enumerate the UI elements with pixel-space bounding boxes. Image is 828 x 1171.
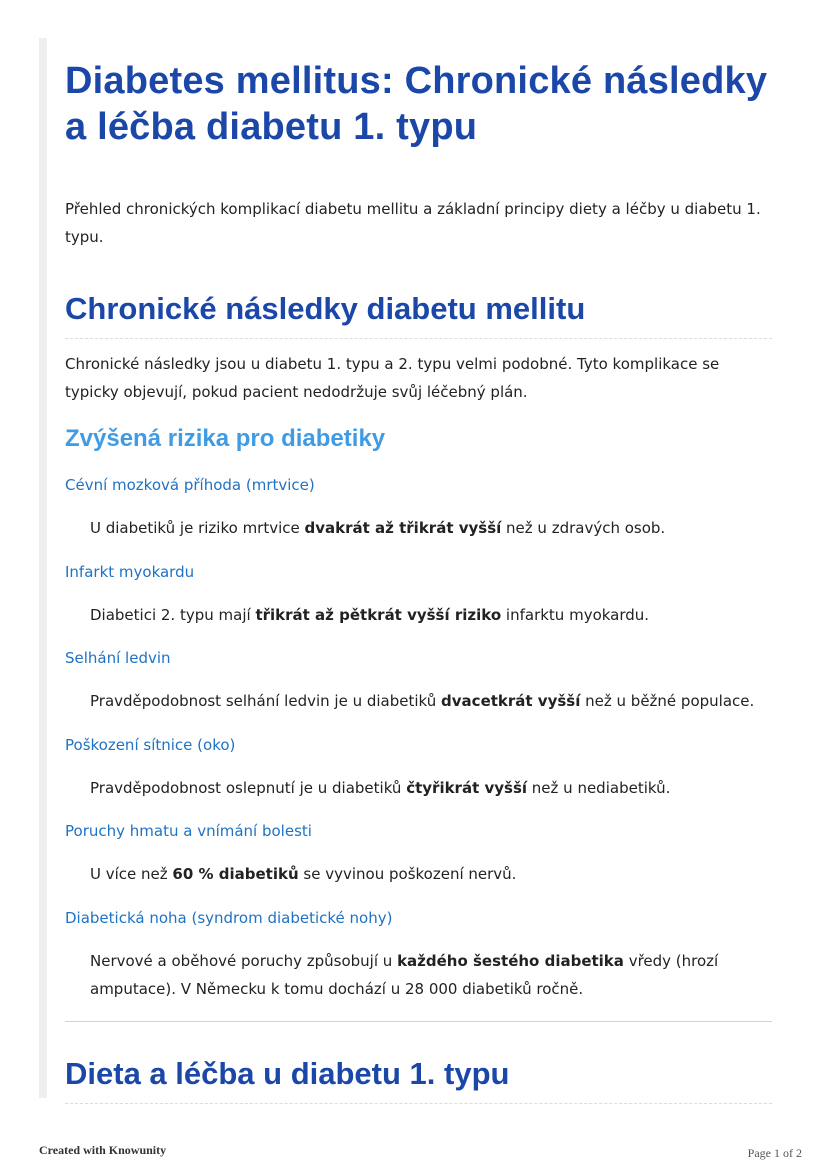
risk-list [65, 474, 772, 998]
footer-page-number: Page 1 of 2 [747, 1146, 802, 1160]
risk-item-sensory-disorders [65, 820, 772, 907]
risk-title: Diabetická noha (syndrom diabetické nohy) [65, 908, 393, 927]
risk-description: Pravděpodobnost selhání ledvin je u diabetiků dvacetkrát vyšší než u běžné populace. [90, 692, 755, 711]
footer-created-with: Created with Knowunity [39, 1143, 167, 1157]
risk-title: Infarkt myokardu [65, 562, 195, 581]
risk-description: U více než 60 % diabetiků se vyvinou poškození nervů. [90, 865, 517, 884]
risk-description: Diabetici 2. typu mají třikrát až pětkrát vyšší riziko infarktu myokardu. [90, 605, 650, 624]
risk-description: Pravděpodobnost oslepnutí je u diabetiků čtyřikrát vyšší než u nediabetiků. [90, 778, 671, 797]
risk-item-myocardial-infarction [65, 561, 772, 648]
risk-description: U diabetiků je riziko mrtvice dvakrát až třikrát vyšší než u zdravých osob. [90, 519, 666, 537]
risk-description: Nervové a oběhové poruchy způsobují u každého šestého diabetika vředy (hrozí amputace). V Německu k tomu dochází u 28 000 diabetiků ročně. [90, 951, 719, 998]
section-lead-paragraph: Chronické následky jsou u diabetu 1. typu a 2. typu velmi podobné. Tyto komplikace se typicky objevují, pokud pacient nedodržuje svůj léčebný plán. [65, 355, 720, 401]
section-heading-diet-treatment: Dieta a léčba u diabetu 1. typu [65, 1055, 772, 1104]
subheading-increased-risks: Zvýšená rizika pro diabetiky [65, 425, 386, 452]
section-heading-chronic-consequences: Chronické následky diabetu mellitu [65, 290, 772, 339]
page-title: Diabetes mellitus: Chronické následky a léčba diabetu 1. typu [65, 60, 768, 148]
risk-title: Selhání ledvin [65, 649, 171, 668]
intro-paragraph: Přehled chronických komplikací diabetu mellitu a základní principy diety a léčby u diabetu 1. typu. [65, 200, 761, 246]
risk-item-diabetic-foot [65, 907, 772, 998]
risk-item-stroke [65, 474, 772, 561]
risk-title: Poruchy hmatu a vnímání bolesti [65, 822, 312, 841]
left-accent-bar [39, 38, 47, 1098]
risk-item-kidney-failure [65, 647, 772, 734]
risk-title: Cévní mozková příhoda (mrtvice) [65, 476, 315, 494]
risk-title: Poškození sítnice (oko) [65, 735, 236, 754]
risk-item-retina-damage [65, 734, 772, 821]
section-divider [65, 1021, 772, 1022]
